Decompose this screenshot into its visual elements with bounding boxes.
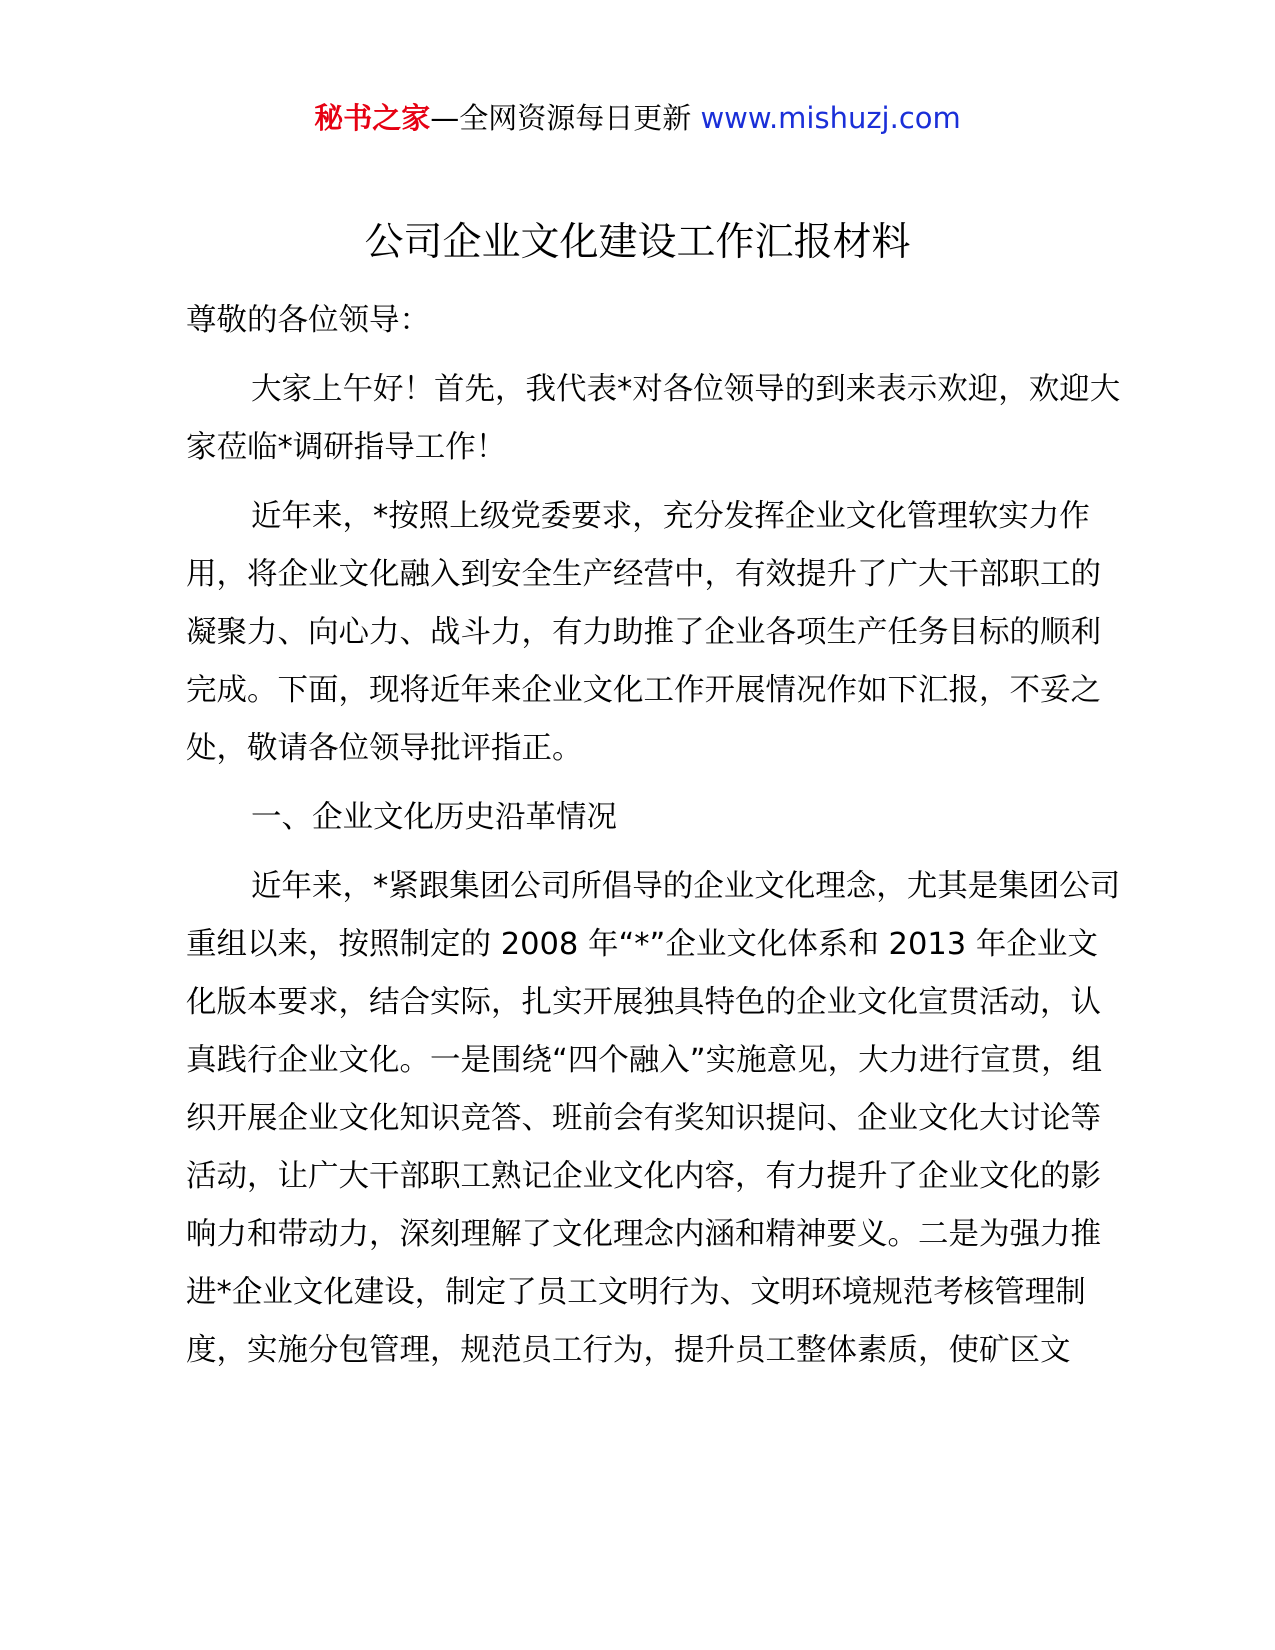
document-title: 公司企业文化建设工作汇报材料 [364,220,911,265]
header-slogan: —全网资源每日更新 [430,101,692,135]
header-url-link[interactable]: www.mishuzj.com [700,101,961,135]
salutation: 尊敬的各位领导： [186,303,430,338]
header-brand: 秘书之家 [314,101,431,135]
page-header [0,98,1275,138]
paragraph-intro: 近年来，*按照上级党委要求，充分发挥企业文化管理软实力作用，将企业文化融入到安全生产经营中，有效提升了广大干部职工的凝聚力、向心力、战斗力，有力助推了企业各项生产任务目标的顺利完成。下面，现将近年来企业文化工作开展情况作如下汇报，不妥之处，敬请各位领导批评指正。 [186,499,1101,766]
paragraph-history: 近年来，*紧跟集团公司所倡导的企业文化理念，尤其是集团公司重组以来，按照制定的 2008 年“*”企业文化体系和 2013 年企业文化版本要求，结合实际，扎实开展独具特色的企业文化宣贯活动，认真践行企业文化。一是围绕“四个融入”实施意见，大力进行宣贯，组织开展企业文化知识竞答、班前会有奖知识提问、企业文化大讨论等活动，让广大干部职工熟记企业文化内容，有力提升了企业文化的影响力和带动力，深刻理解了文化理念内涵和精神要义。二是为强力推进*企业文化建设，制定了员工文明行为、文明环境规范考核管理制度，实施分包管理，规范员工行为，提升员工整体素质，使矿区文 [186,869,1121,1368]
document-body [186,292,1126,1391]
section-heading-1: 一、企业文化历史沿革情况 [251,800,617,835]
paragraph-greeting: 大家上午好！首先，我代表*对各位领导的到来表示欢迎，欢迎大家莅临*调研指导工作！ [186,372,1121,465]
